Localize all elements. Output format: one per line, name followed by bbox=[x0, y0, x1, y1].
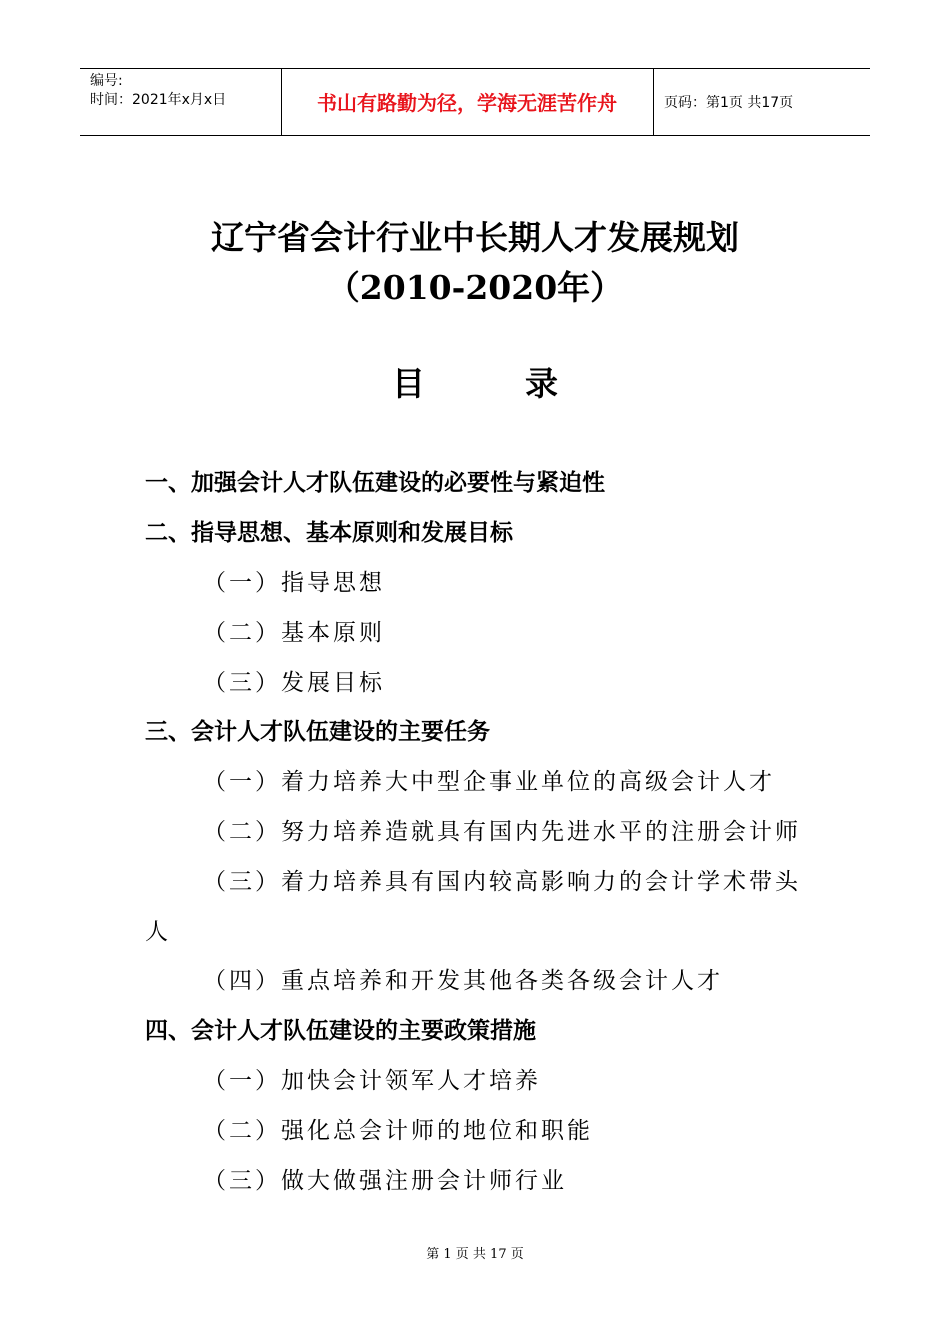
toc-item: 二、指导思想、基本原则和发展目标 bbox=[145, 520, 513, 546]
toc-item: 一、加强会计人才队伍建设的必要性与紧迫性 bbox=[145, 470, 605, 496]
page-footer: 第 1 页 共 17 页 bbox=[426, 1247, 524, 1262]
document-title: 辽宁省会计行业中长期人才发展规划 bbox=[211, 218, 739, 257]
toc-item: 人 bbox=[145, 919, 171, 945]
date-label: 时间：2021年x月x日 bbox=[90, 92, 227, 108]
toc-item: （四）重点培养和开发其他各类各级会计人才 bbox=[203, 968, 723, 994]
toc-item: （二）强化总会计师的地位和职能 bbox=[203, 1118, 593, 1144]
header-bottom-rule bbox=[80, 135, 870, 136]
toc-item: （一）着力培养大中型企事业单位的高级会计人才 bbox=[203, 769, 775, 795]
toc-item: 三、会计人才队伍建设的主要任务 bbox=[145, 719, 490, 745]
header-divider-right bbox=[653, 69, 654, 136]
toc-item: （一）指导思想 bbox=[203, 570, 385, 596]
document-subtitle: （2010-2020年） bbox=[326, 268, 624, 307]
serial-number-label: 编号: bbox=[90, 73, 123, 89]
header-page-info: 页码：第1页 共17页 bbox=[664, 95, 794, 111]
header-divider-left bbox=[281, 69, 282, 136]
header-motto: 书山有路勤为径，学海无涯苦作舟 bbox=[317, 91, 617, 115]
header-top-rule bbox=[80, 68, 870, 69]
toc-heading: 目录 bbox=[392, 364, 658, 403]
toc-item: （三）发展目标 bbox=[203, 670, 385, 696]
toc-item: （三）着力培养具有国内较高影响力的会计学术带头 bbox=[203, 869, 801, 895]
toc-item: 四、会计人才队伍建设的主要政策措施 bbox=[145, 1018, 536, 1044]
toc-item: （一）加快会计领军人才培养 bbox=[203, 1068, 541, 1094]
toc-item: （三）做大做强注册会计师行业 bbox=[203, 1168, 567, 1194]
toc-item: （二）努力培养造就具有国内先进水平的注册会计师 bbox=[203, 819, 801, 845]
toc-item: （二）基本原则 bbox=[203, 620, 385, 646]
